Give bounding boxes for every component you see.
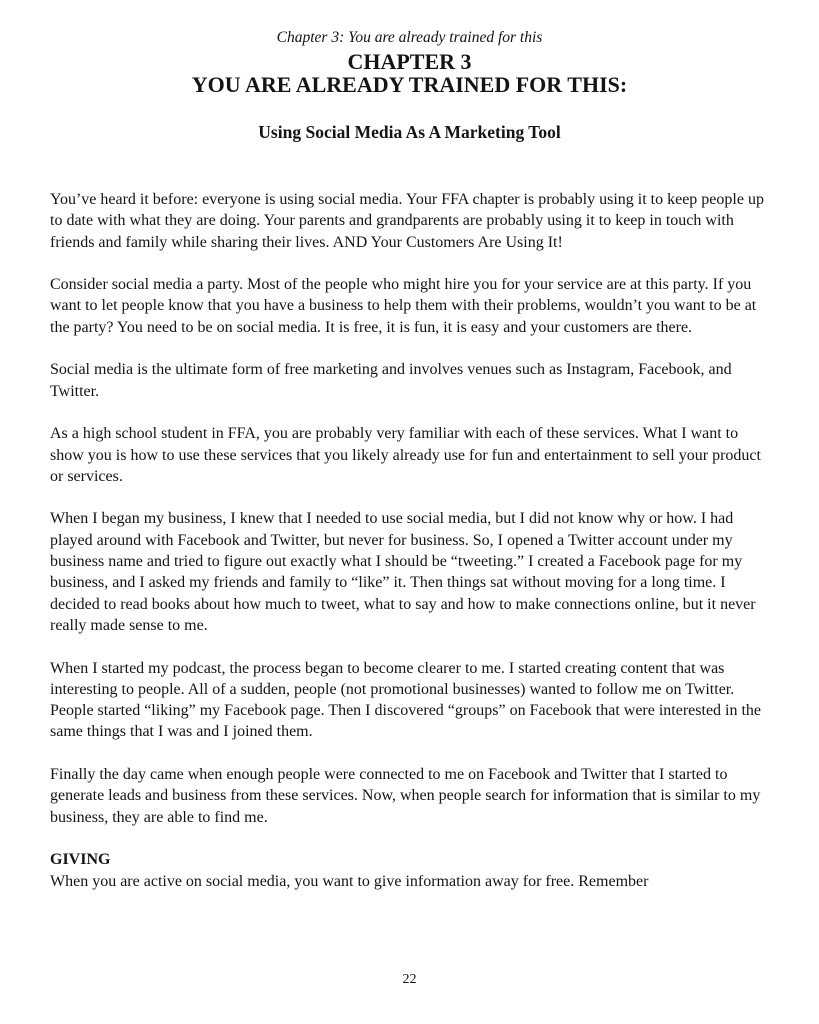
paragraph-7: Finally the day came when enough people were connected to me on Facebook and Twitter that I started to generate leads and business from these services. Now, when people search for information that is similar to my business, they are able to find me. bbox=[50, 766, 761, 826]
page-number: 22 bbox=[402, 972, 417, 987]
paragraph-1: You’ve heard it before: everyone is using social media. Your FFA chapter is probably using it to keep people up to date with what they are doing. Your parents and grandparents are probably using it to keep in touch with friends and family while sharing their lives. AND Your Customers Are Using It! bbox=[50, 191, 764, 251]
paragraph-4: As a high school student in FFA, you are probably very familiar with each of these services. What I want to show you is how to use these services that you likely already use for fun and entertainment to sell your product or services. bbox=[50, 425, 761, 485]
paragraph-3: Social media is the ultimate form of free marketing and involves venues such as Instagram, Facebook, and Twitter. bbox=[50, 361, 732, 400]
paragraph-5: When I began my business, I knew that I needed to use social media, but I did not know why or how. I had played around with Facebook and Twitter, but never for business. So, I opened a Twitter account under my business name and tried to figure out exactly what I should be “tweeting.” I created a Facebook page for my business, and I asked my friends and family to “like” it. Then things sat without moving for a long time. I decided to read books about how much to tweet, what to say and how to make connections online, but it never really made sense to me. bbox=[50, 510, 756, 634]
chapter-number: CHAPTER 3 bbox=[347, 49, 472, 74]
chapter-title: YOU ARE ALREADY TRAINED FOR THIS: bbox=[191, 72, 628, 97]
section-heading-giving: GIVING bbox=[50, 851, 111, 869]
body-text bbox=[50, 189, 765, 892]
section-text-giving: When you are active on social media, you want to give information away for free. Remember bbox=[50, 872, 649, 890]
chapter-subtitle: Using Social Media As A Marketing Tool bbox=[258, 122, 561, 142]
running-header: Chapter 3: You are already trained for this bbox=[276, 29, 543, 46]
paragraph-2: Consider social media a party. Most of the people who might hire you for your service are at this party. If you want to let people know that you have a business to help them with their problems, wouldn’t you want to be at the party? You need to be on social media. It is free, it is fun, it is easy and your customers are there. bbox=[50, 276, 757, 336]
paragraph-6: When I started my podcast, the process began to become clearer to me. I started creating content that was interesting to people. All of a sudden, people (not promotional businesses) wanted to follow me on Twitter. People started “liking” my Facebook page. Then I discovered “groups” on Facebook that were interested in the same things that I was and I joined them. bbox=[50, 659, 762, 741]
